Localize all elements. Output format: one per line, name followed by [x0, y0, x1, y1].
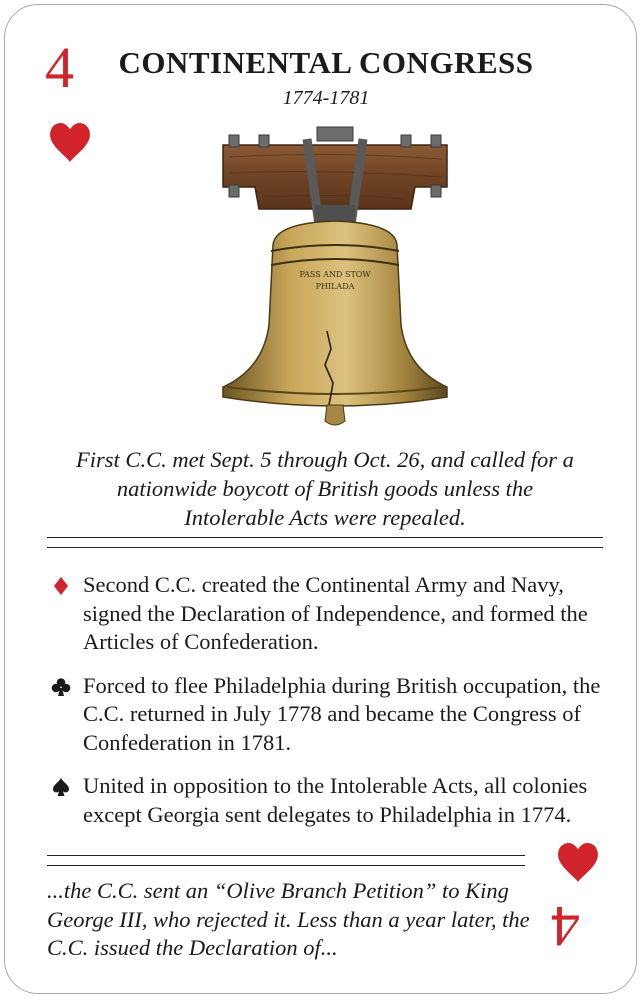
card-title: CONTINENTAL CONGRESS: [118, 45, 534, 80]
heart-icon: [49, 123, 91, 163]
fact-text: Forced to flee Philadelphia during British occupation, the C.C. returned in July 1778 and became the Congress of Confederation in 1781.: [83, 672, 601, 755]
fact-text: Second C.C. created the Continental Army and Navy, signed the Declaration of Independence, and formed the Articles of Confederation.: [83, 572, 588, 654]
list-item: [49, 772, 609, 829]
spade-icon: [51, 777, 71, 797]
list-item: [49, 672, 609, 758]
fact-text: United in opposition to the Intolerable Acts, all colonies except Georgia sent delegates to Philadelphia in 1774.: [83, 773, 588, 827]
list-item: [49, 571, 609, 657]
facts-list: [49, 571, 609, 844]
svg-text:PHILADA: PHILADA: [315, 282, 355, 291]
club-icon: [51, 677, 71, 697]
playing-card: [4, 4, 637, 994]
divider-top-1: [47, 537, 603, 538]
liberty-bell-icon: [215, 125, 455, 430]
card-dates: 1774-1781: [282, 87, 370, 109]
heart-icon: [557, 843, 599, 883]
card-rank-inverted: 4: [551, 894, 580, 959]
intro-text: First C.C. met Sept. 5 through Oct. 26, and called for a nationwide boycott of British goods unless the Intolerable Acts were repealed.: [76, 447, 574, 530]
divider-bottom-2: [47, 865, 525, 866]
divider-bottom-1: [47, 855, 525, 856]
quote-text: ...the C.C. sent an “Olive Branch Petition” to King George III, who rejected it. Less than a year later, the C.C. issued the Declaration of...: [47, 878, 530, 960]
divider-top-2: [47, 547, 603, 548]
svg-text:PASS AND STOW: PASS AND STOW: [299, 270, 371, 279]
diamond-icon: [51, 576, 71, 596]
card-rank: 4: [45, 35, 74, 100]
